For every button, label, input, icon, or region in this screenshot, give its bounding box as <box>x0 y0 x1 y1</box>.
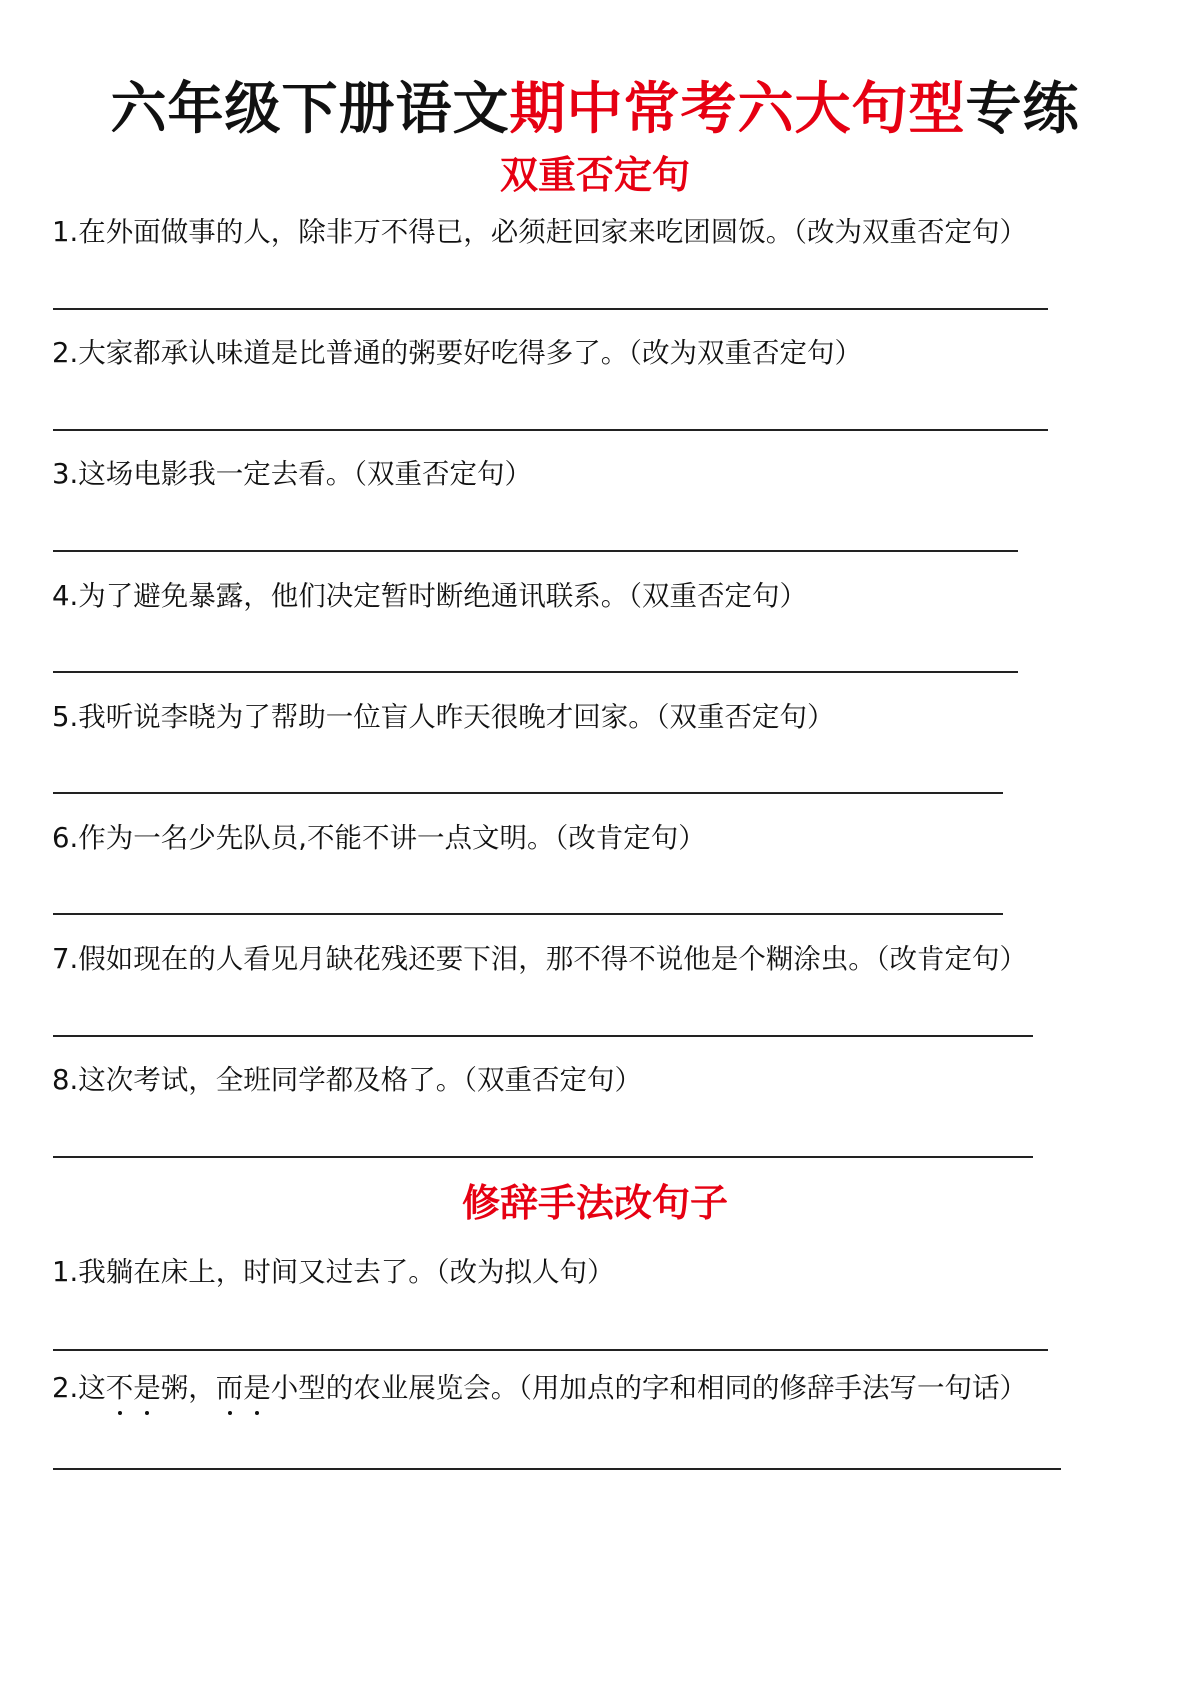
title-part-3: 专练 <box>965 77 1080 142</box>
emphasis-dot-char: 是 <box>133 1368 161 1408</box>
question-2: 2.大家都承认味道是比普通的粥要好吃得多了。（改为双重否定句） <box>52 337 862 369</box>
question-3: 3.这场电影我一定去看。（双重否定句） <box>52 458 532 490</box>
answer-line-5[interactable] <box>53 792 1003 794</box>
answer-line-rhetoric-1[interactable] <box>53 1349 1048 1351</box>
answer-line-4[interactable] <box>53 671 1018 673</box>
question-text: 粥， <box>160 1372 216 1404</box>
question-6: 6.作为一名少先队员,不能不讲一点文明。（改肯定句） <box>52 822 706 854</box>
emphasis-dot-char: 而 <box>216 1368 244 1408</box>
answer-line-7[interactable] <box>53 1035 1033 1037</box>
question-7: 7.假如现在的人看见月缺花残还要下泪，那不得不说他是个糊涂虫。（改肯定句） <box>52 943 1027 975</box>
page-title <box>0 72 1190 148</box>
question-8: 8.这次考试，全班同学都及格了。（双重否定句） <box>52 1064 642 1096</box>
question-text: 小型的农业展览会。（用加点的字和相同的修辞手法写一句话） <box>270 1372 1027 1404</box>
rhetoric-question-2 <box>52 1368 1027 1408</box>
question-text: 2.这 <box>52 1372 106 1404</box>
emphasis-dot-char: 不 <box>106 1368 134 1408</box>
rhetoric-question-1: 1.我躺在床上，时间又过去了。（改为拟人句） <box>52 1256 615 1288</box>
section-heading-double-negative: 双重否定句 <box>499 153 690 197</box>
answer-line-rhetoric-2[interactable] <box>53 1468 1061 1470</box>
question-4: 4.为了避免暴露，他们决定暂时断绝通讯联系。（双重否定句） <box>52 580 807 612</box>
answer-line-8[interactable] <box>53 1156 1033 1158</box>
title-part-1: 六年级下册语文 <box>110 77 510 142</box>
question-5: 5.我听说李晓为了帮助一位盲人昨天很晚才回家。（双重否定句） <box>52 701 835 733</box>
question-1: 1.在外面做事的人，除非万不得已，必须赶回家来吃团圆饭。（改为双重否定句） <box>52 216 1027 248</box>
title-highlight: 期中常考六大句型 <box>509 77 966 142</box>
answer-line-3[interactable] <box>53 550 1018 552</box>
section-heading-rhetoric: 修辞手法改句子 <box>461 1181 728 1225</box>
answer-line-6[interactable] <box>53 913 1003 915</box>
answer-line-1[interactable] <box>53 308 1048 310</box>
answer-line-2[interactable] <box>53 429 1048 431</box>
emphasis-dot-char: 是 <box>243 1368 271 1408</box>
